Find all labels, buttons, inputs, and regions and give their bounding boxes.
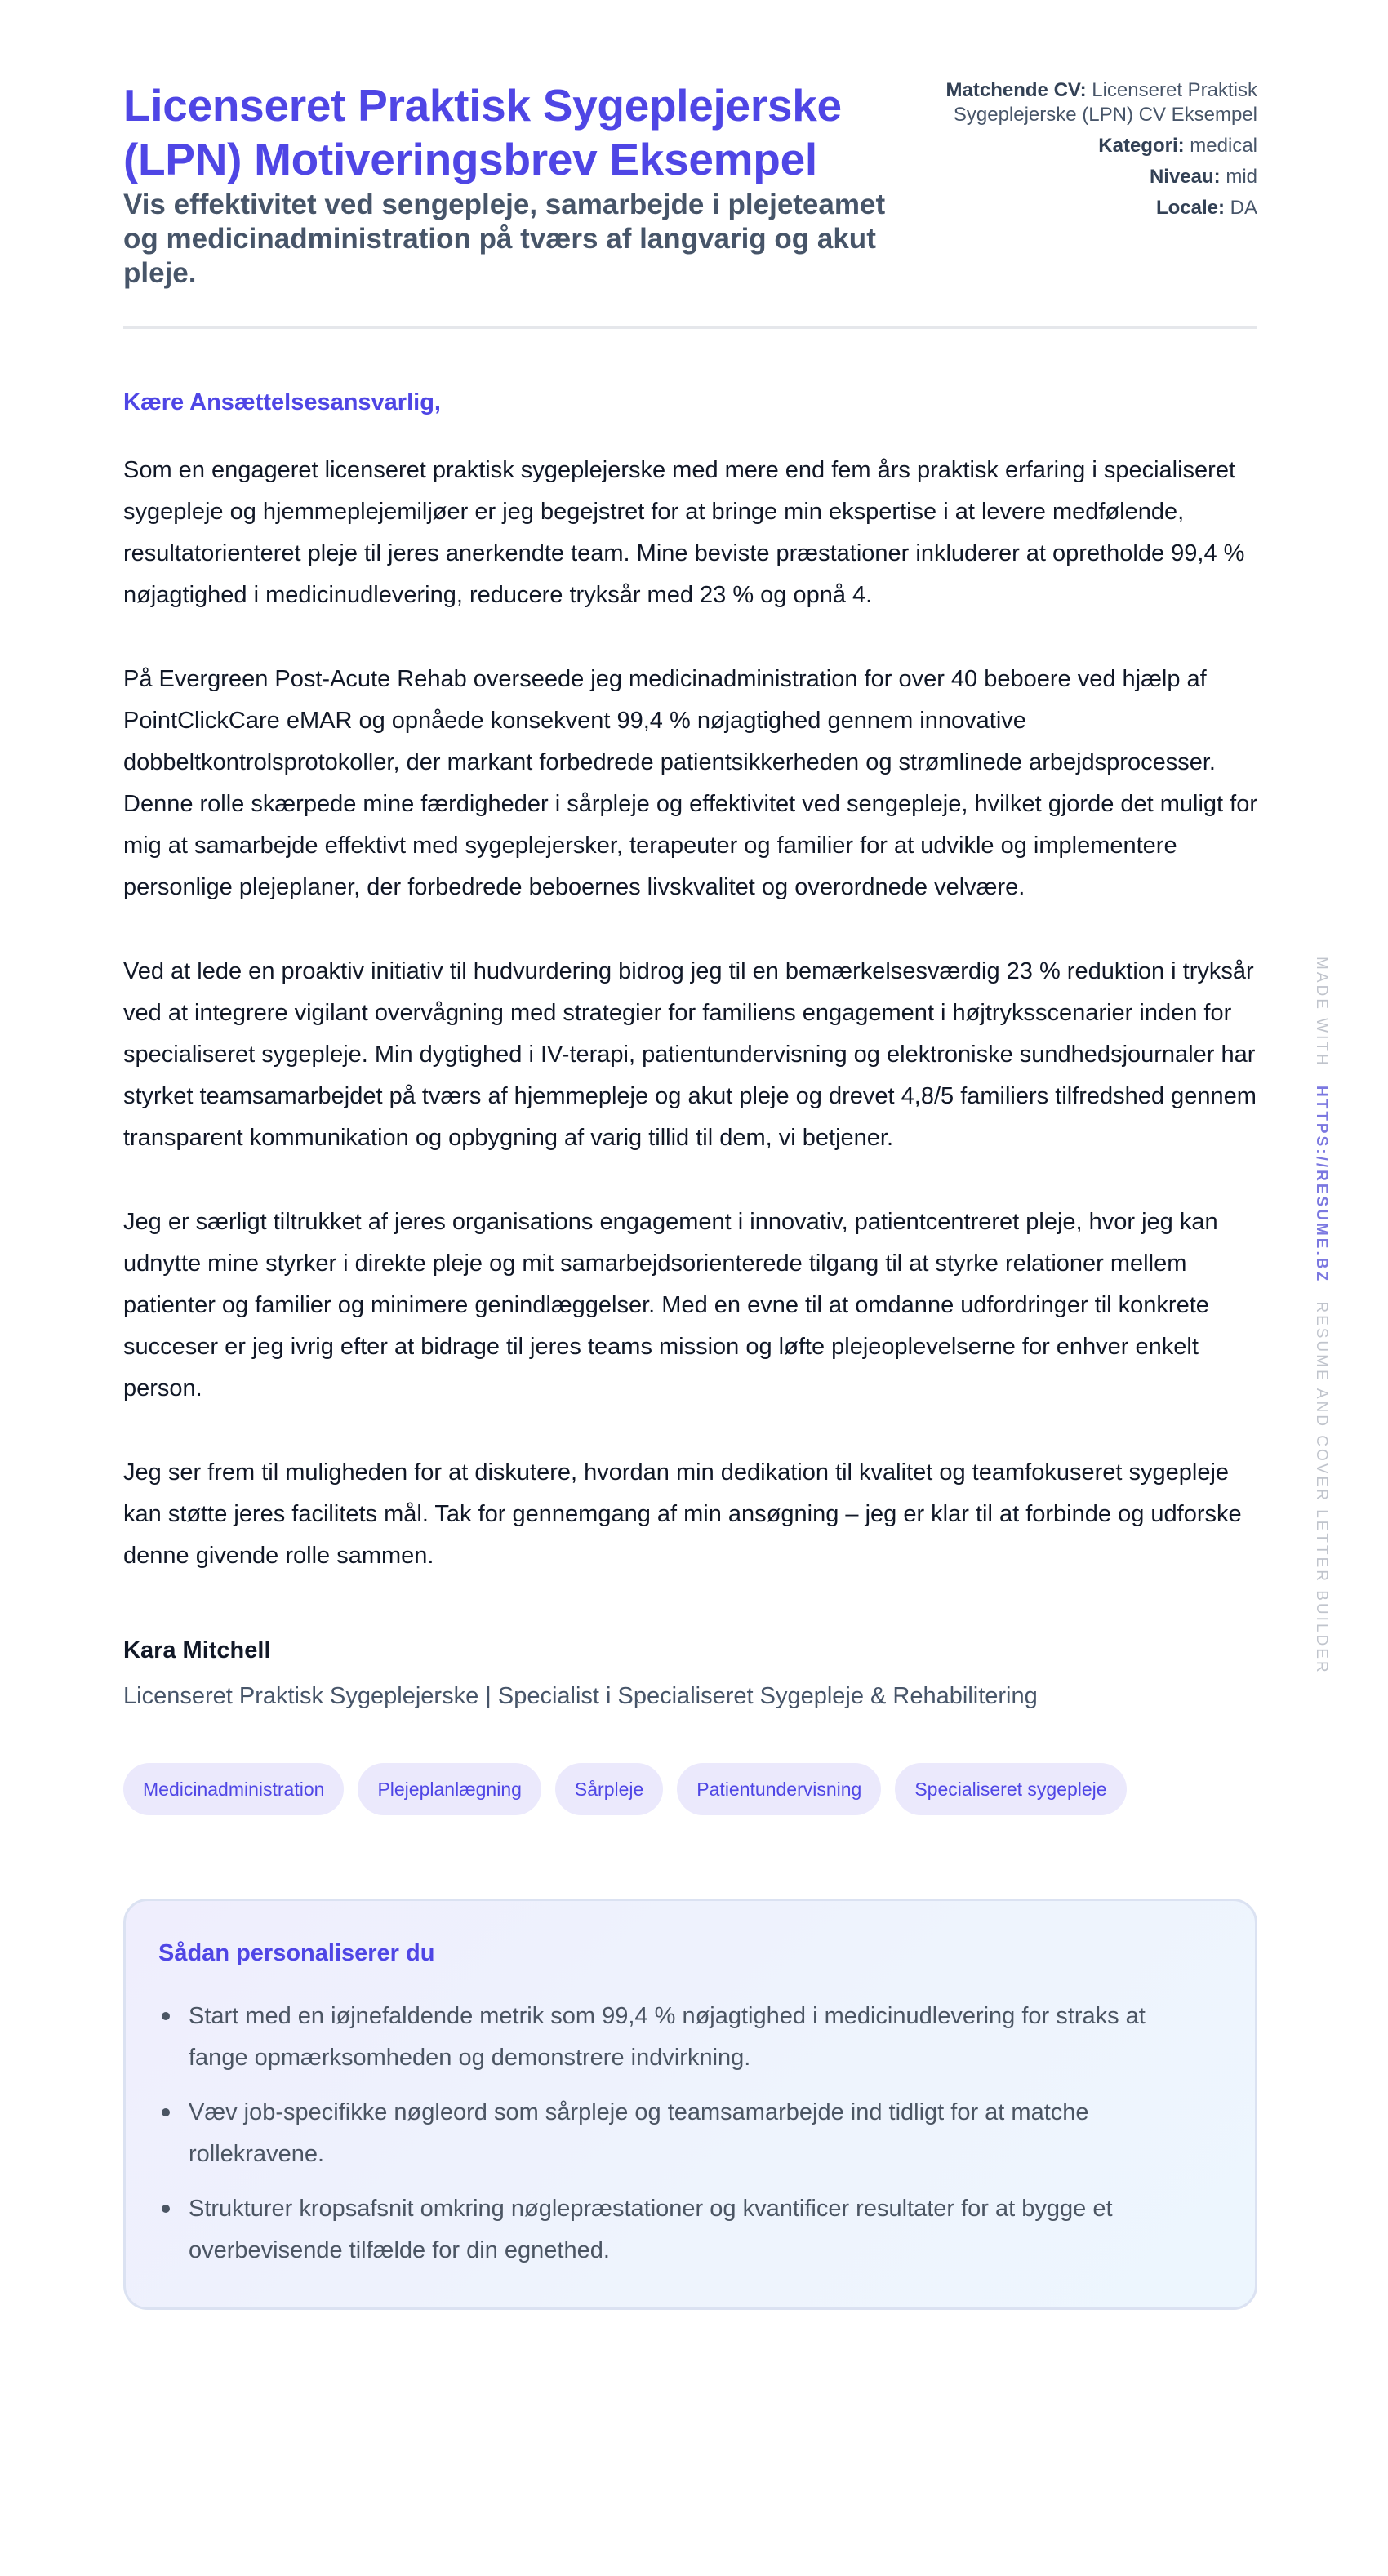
tip-item [158,2188,1211,2272]
letter-paragraphs [123,450,1257,1577]
meta-info [931,78,1257,227]
meta-level-label: Niveau: [1149,166,1221,188]
watermark-suffix: RESUME AND COVER LETTER BUILDER [1313,1301,1330,1675]
signature-title: Licenseret Praktisk Sygeplejerske | Specialist i Specialiseret Sygepleje & Rehabilitering [123,1683,1038,1709]
bullet-icon [162,2108,170,2116]
meta-level-value: mid [1226,166,1257,188]
letter-paragraph: Ved at lede en proaktiv initiativ til hudvurdering bidrog jeg til en bemærkelsesværdig 23 % reduktion i tryksår ved at integrere vigilant overvågning med strategier for familiens engagement i højtryksscenarier inden for specialiseret sygepleje. Min dygtighed i IV-terapi, patientundervisning og elektroniske sundhedsjournaler har styrket teamsamarbejdet på tværs af hjemmepleje og akut pleje og drevet 4,8/5 familiers tilfredshed gennem transparent kommunikation og opbygning af varig tillid til dem, vi betjener. [123,958,1257,1151]
salutation: Kære Ansættelsesansvarlig, [123,389,441,415]
skill-tag: Plejeplanlægning [358,1763,541,1815]
skill-tag: Specialiseret sygepleje [895,1763,1126,1815]
watermark [1311,957,1331,1675]
tip-item [158,2092,1211,2175]
tips-list [158,1996,1211,2272]
meta-matching-cv-label: Matchende CV: [945,79,1087,101]
page-title: Licenseret Praktisk Sygeplejerske (LPN) Motiveringsbrev Eksempel [123,80,842,184]
page-header [123,78,1257,329]
tip-text: Start med en iøjnefaldende metrik som 99,4 % nøjagtighed i medicinudlevering for straks at fange opmærksomheden og demonstrere indvirkning. [189,2003,1146,2071]
bullet-icon [162,2012,170,2020]
meta-level [931,165,1257,189]
tip-item [158,1996,1211,2079]
skill-tags [123,1763,1257,1815]
signature-name: Kara Mitchell [123,1637,271,1663]
watermark-link[interactable]: HTTPS://RESUME.BZ [1313,1086,1330,1284]
meta-matching-cv-value: Licenseret Praktisk Sygeplejerske (LPN) CV Eksempel [953,79,1257,126]
meta-category-label: Kategori: [1098,135,1185,157]
meta-category [931,134,1257,158]
tip-text: Væv job-specifikke nøgleord som sårpleje og teamsamarbejde ind tidligt for at matche rollekravene. [189,2099,1089,2167]
personalization-tips [123,1899,1257,2310]
watermark-prefix: MADE WITH [1313,957,1330,1068]
bullet-icon [162,2205,170,2213]
meta-category-value: medical [1190,135,1257,157]
header-titles [123,78,907,291]
tip-text: Strukturer kropsafsnit omkring nøglepræstationer og kvantificer resultater for at bygge et overbevisende tilfælde for din egnethed. [189,2196,1113,2263]
meta-matching-cv [931,78,1257,127]
letter-paragraph: Som en engageret licenseret praktisk sygeplejerske med mere end fem års praktisk erfaring i specialiseret sygepleje og hjemmeplejemiljøer er jeg begejstret for at bringe min ekspertise i at levere medfølende, resultatorienteret pleje til jeres anerkendte team. Mine beviste præstationer inkluderer at opretholde 99,4 % nøjagtighed i medicinudlevering, reducere tryksår med 23 % og opnå 4. [123,457,1245,608]
letter-paragraph: Jeg er særligt tiltrukket af jeres organisations engagement i innovativ, patientcentreret pleje, hvor jeg kan udnytte mine styrker i direkte pleje og mit samarbejdsorienterede tilgang til at styrke relationer mellem patienter og familier og minimere genindlæggelser. Med en evne til at omdanne udfordringer til konkrete succeser er jeg ivrig efter at bidrage til jeres teams mission og løfte plejeoplevelserne for enhver enkelt person. [123,1209,1218,1401]
letter-paragraph: På Evergreen Post-Acute Rehab overseede jeg medicinadministration for over 40 beboere ved hjælp af PointClickCare eMAR og opnåede konsekvent 99,4 % nøjagtighed gennem innovative dobbeltkontrolsprotokoller, der markant forbedrede patientsikkerheden og strømlinede arbejdsprocesser. Denne rolle skærpede mine færdigheder i sårpleje og effektivitet ved sengepleje, hvilket gjorde det muligt for mig at samarbejde effektivt med sygeplejersker, terapeuter og familier for at udvikle og implementere personlige plejeplaner, der forbedrede beboernes livskvalitet og overordnede velvære. [123,666,1258,900]
meta-locale [931,196,1257,220]
skill-tag: Patientundervisning [677,1763,881,1815]
meta-locale-label: Locale: [1155,197,1225,219]
letter-paragraph: Jeg ser frem til muligheden for at diskutere, hvordan min dedikation til kvalitet og teamfokuseret sygepleje kan støtte jeres facilitets mål. Tak for gennemgang af min ansøgning – jeg er klar til at forbinde og udforske denne givende rolle sammen. [123,1459,1242,1569]
tips-title: Sådan personaliserer du [158,1940,435,1966]
signature [123,1634,1257,1712]
skill-tag: Sårpleje [555,1763,663,1815]
page-subtitle: Vis effektivitet ved sengepleje, samarbejde i plejeteamet og medicinadministration på tværs af langvarig og akut pleje. [123,189,886,289]
meta-locale-value: DA [1230,197,1257,219]
letter-body [123,386,1257,1712]
skill-tag: Medicinadministration [123,1763,344,1815]
